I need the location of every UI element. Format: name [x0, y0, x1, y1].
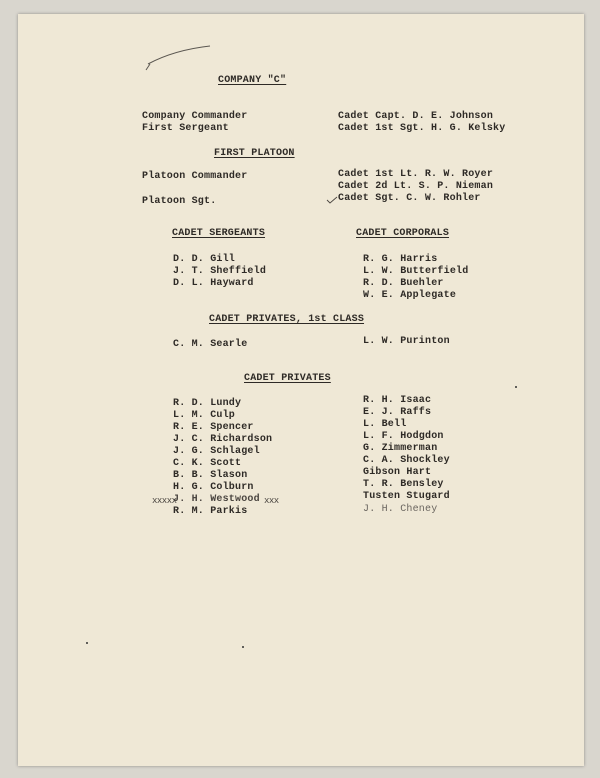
list-item: J. G. Schlagel [173, 446, 260, 457]
list-item: C. M. Searle [173, 339, 248, 350]
list-item: J. H. Cheney [363, 504, 438, 515]
company-commander-role: Company Commander [142, 111, 248, 122]
list-item: J. T. Sheffield [173, 266, 267, 277]
list-item: D. L. Hayward [173, 278, 254, 289]
list-item: C. A. Shockley [363, 455, 450, 466]
platoon-sgt-role: Platoon Sgt. [142, 196, 217, 207]
strike-through-mark: xxxxx [152, 496, 177, 506]
list-item: D. D. Gill [173, 254, 236, 265]
page-title: COMPANY "C" [218, 75, 287, 86]
list-item: R. M. Parkis [173, 506, 248, 517]
list-item: C. K. Scott [173, 458, 242, 469]
list-item: Gibson Hart [363, 467, 432, 478]
paper-speck [515, 386, 517, 388]
first-sergeant-role: First Sergeant [142, 123, 229, 134]
list-item-struck: J. H. Westwood [173, 494, 260, 505]
list-item: R. E. Spencer [173, 422, 254, 433]
privates-first-class-heading: CADET PRIVATES, 1st CLASS [209, 314, 365, 325]
cadet-corporals-heading: CADET CORPORALS [356, 228, 450, 239]
list-item: W. E. Applegate [363, 290, 457, 301]
list-item: G. Zimmerman [363, 443, 438, 454]
pencil-check-mark-icon [144, 44, 212, 74]
list-item: L. F. Hodgdon [363, 431, 444, 442]
list-item: R. H. Isaac [363, 395, 432, 406]
strike-through-mark: xxx [264, 496, 279, 506]
document-page [18, 14, 584, 766]
first-sergeant-name: Cadet 1st Sgt. H. G. Kelsky [338, 123, 506, 134]
list-item: B. B. Slason [173, 470, 248, 481]
first-platoon-heading: FIRST PLATOON [214, 148, 295, 159]
list-item: L. Bell [363, 419, 407, 430]
list-item: T. R. Bensley [363, 479, 444, 490]
list-item: E. J. Raffs [363, 407, 432, 418]
list-item: H. G. Colburn [173, 482, 254, 493]
platoon-commander-name: Cadet 1st Lt. R. W. Royer [338, 169, 494, 180]
company-commander-name: Cadet Capt. D. E. Johnson [338, 111, 494, 122]
paper-speck [86, 642, 88, 644]
list-item: R. D. Buehler [363, 278, 444, 289]
list-item: L. W. Butterfield [363, 266, 469, 277]
cadet-privates-heading: CADET PRIVATES [244, 373, 331, 384]
platoon-commander-role: Platoon Commander [142, 171, 248, 182]
list-item: R. D. Lundy [173, 398, 242, 409]
check-mark-icon [326, 196, 338, 204]
list-item: R. G. Harris [363, 254, 438, 265]
platoon-commander-name: Cadet 2d Lt. S. P. Nieman [338, 181, 494, 192]
paper-speck [242, 646, 244, 648]
platoon-sgt-name: Cadet Sgt. C. W. Rohler [338, 193, 481, 204]
list-item: J. C. Richardson [173, 434, 273, 445]
list-item: L. W. Purinton [363, 336, 450, 347]
list-item: Tusten Stugard [363, 491, 450, 502]
list-item: L. M. Culp [173, 410, 236, 421]
cadet-sergeants-heading: CADET SERGEANTS [172, 228, 266, 239]
